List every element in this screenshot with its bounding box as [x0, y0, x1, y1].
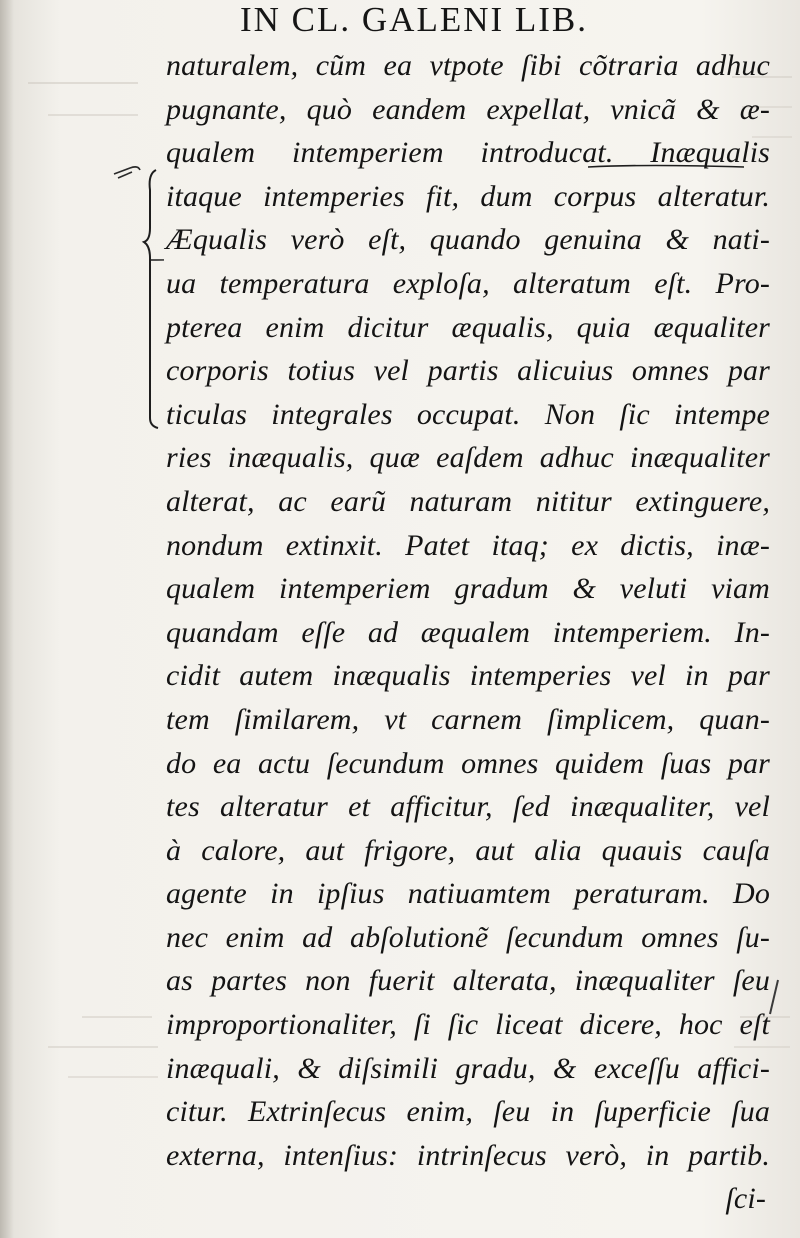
text-line: itaque intemperies fit, dum corpus alteratur. [166, 179, 770, 213]
text-line: as partes non fuerit alterata, inæqualiter ſeu [166, 964, 770, 998]
text-line: tes alteratur et afficitur, ſed inæqualiter, vel [166, 790, 770, 824]
text-line: inæquali, & diſsimili gradu, & exceſſu affici- [166, 1051, 770, 1085]
text-line: qualem intemperiem introducat. Inæqualis [166, 136, 770, 170]
catchword: ſci- [725, 1182, 766, 1216]
show-through-left-bottom [12, 992, 162, 1078]
text-line: ries inæqualis, quæ eaſdem adhuc inæqualiter [166, 441, 770, 475]
handwritten-bracket [134, 168, 164, 430]
text-line: alterat, ac earũ naturam nititur extinguere, [166, 484, 770, 518]
text-line: quandam eſſe ad æqualem intemperiem. In- [166, 615, 770, 649]
text-line: improportionaliter, ſi ſic liceat dicere, hoc eſt [166, 1008, 770, 1042]
text-line: ua temperatura exploſa, alteratum eſt. Pro- [166, 266, 770, 300]
text-line: ticulas integrales occupat. Non ſic intempe [166, 397, 770, 431]
text-line: à calore, aut frigore, aut alia quauis cauſa [166, 833, 770, 867]
running-header: IN CL. GALENI LIB. [240, 0, 589, 39]
text-line: naturalem, cũm ea vtpote ſibi cõtraria adhuc [166, 49, 770, 82]
text-line: externa, intenſius: intrinſecus verò, in partib. [166, 1138, 770, 1172]
text-line: Æqualis verò eſt, quando genuina & nati- [166, 223, 770, 257]
text-line: tem ſimilarem, vt carnem ſimplicem, quan- [166, 702, 770, 736]
text-line: corporis totius vel partis alicuius omnes par [166, 354, 770, 388]
text-line: citur. Extrinſecus enim, ſeu in ſuperficie ſua [166, 1095, 770, 1129]
stray-ink-mark [764, 978, 784, 1018]
show-through-left-top [8, 56, 148, 116]
text-line: qualem intemperiem gradum & veluti viam [166, 572, 770, 606]
text-line: cidit autem inæqualis intemperies vel in par [166, 659, 770, 693]
text-line: do ea actu ſecundum omnes quidem ſuas par [166, 746, 770, 780]
text-line: nec enim ad abſolutionẽ ſecundum omnes ſu- [166, 920, 770, 954]
text-line: pugnante, quò eandem expellat, vnicã & æ- [166, 92, 770, 126]
body-text [166, 44, 770, 1221]
text-line: pterea enim dicitur æqualis, quia æqualiter [166, 310, 770, 344]
text-line: agente in ipſius natiuamtem peraturam. Do [166, 877, 770, 911]
text-line: nondum extinxit. Patet itaq; ex dictis, inæ- [166, 528, 770, 562]
